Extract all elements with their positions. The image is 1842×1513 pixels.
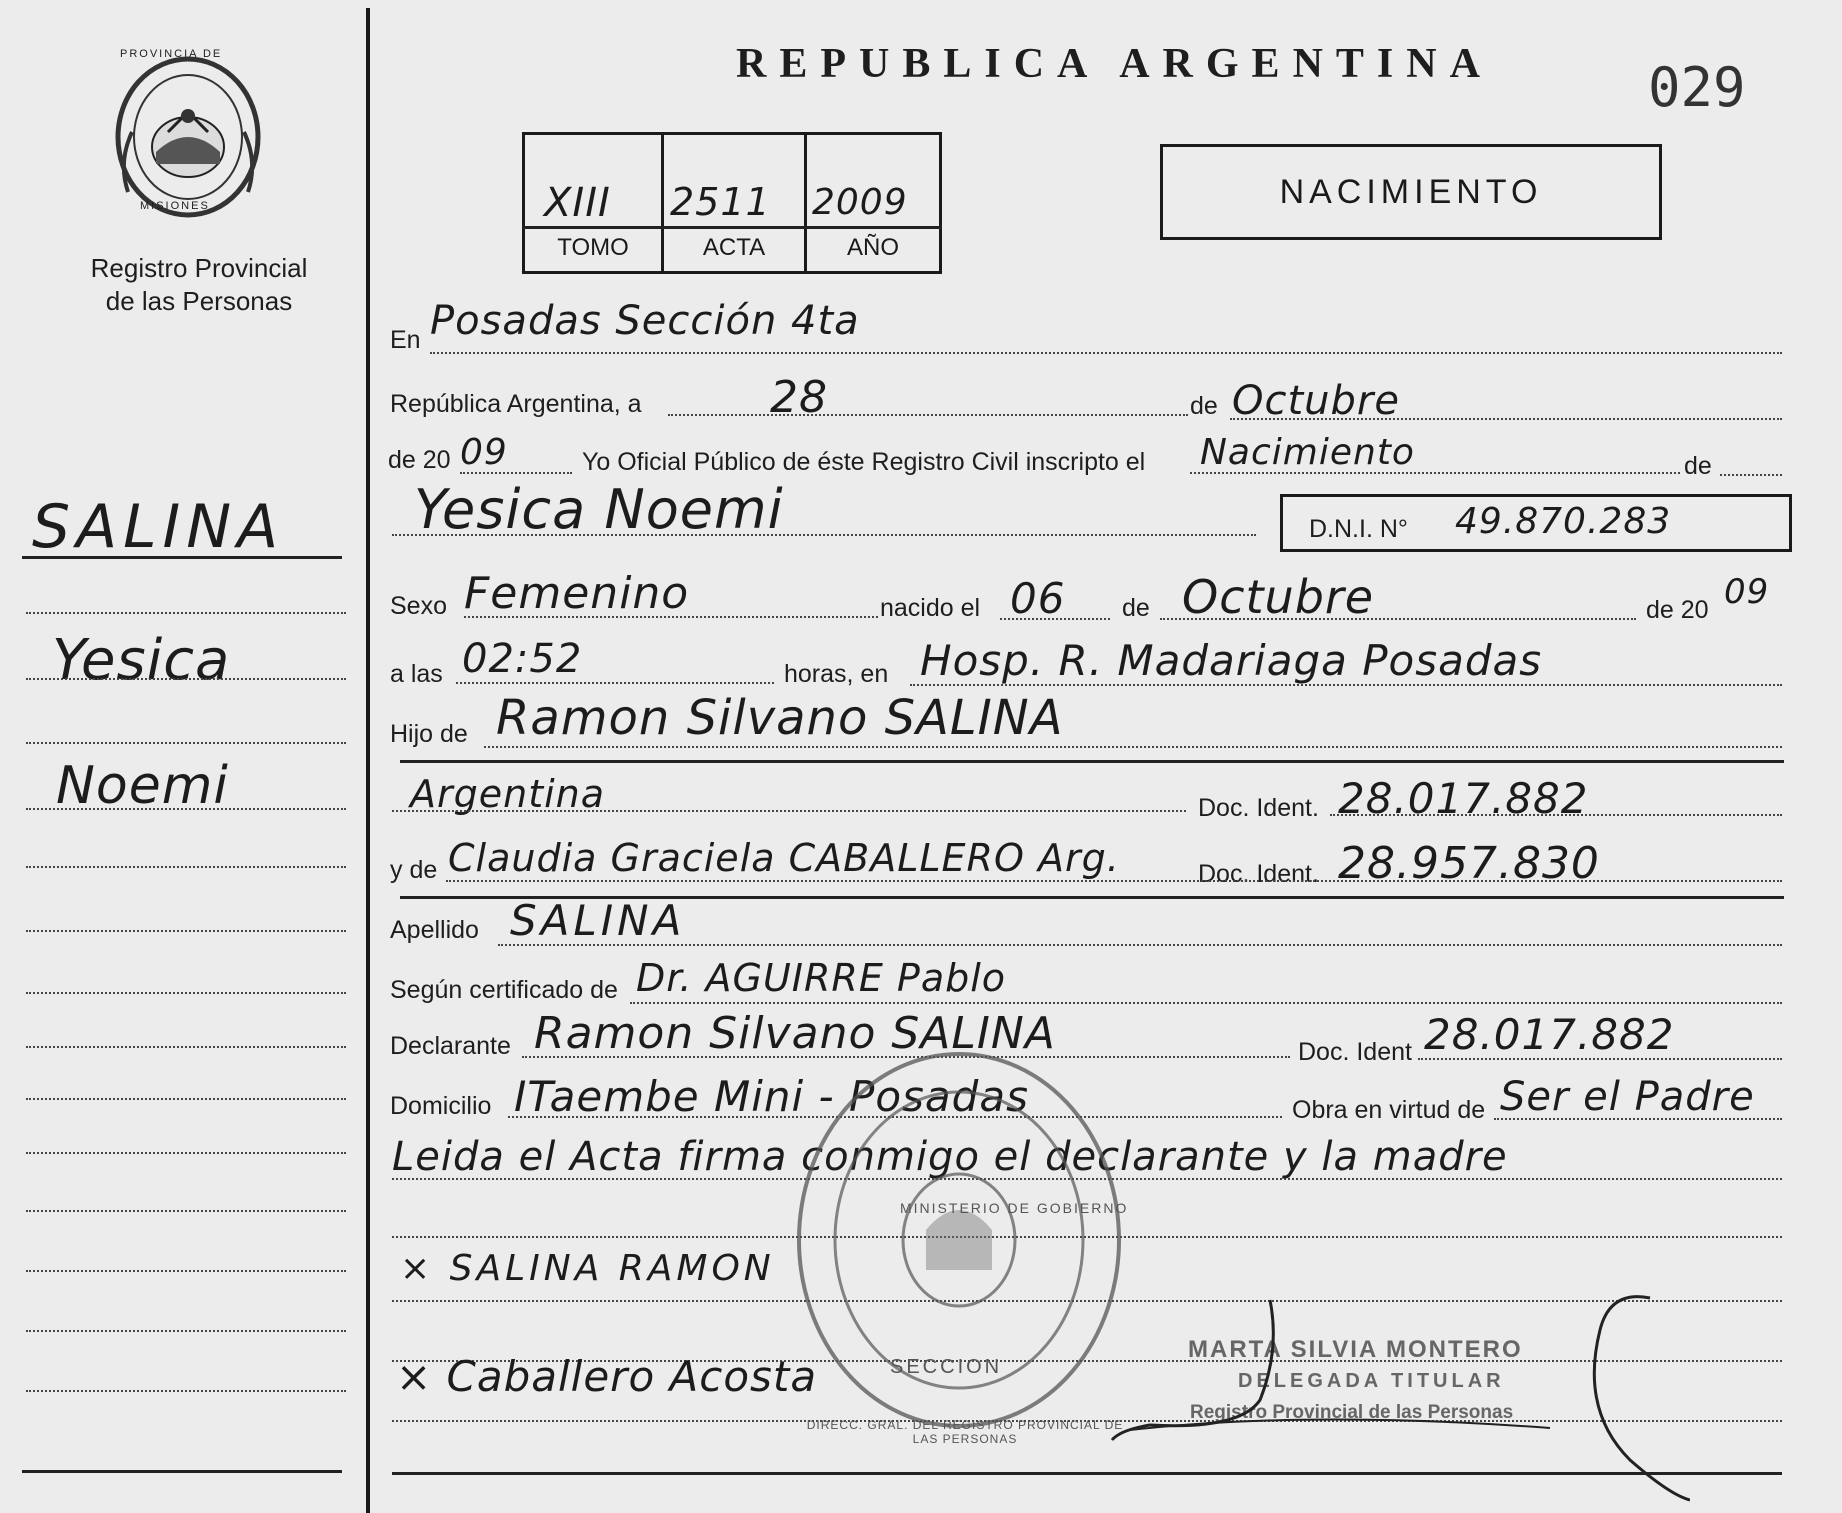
form-line xyxy=(400,760,1784,763)
birth-day: 06 xyxy=(1010,574,1066,623)
seal-ring-text: DIRECC. GRAL. DEL REGISTRO PROVINCIAL DE LAS PERSONAS xyxy=(806,1418,1124,1446)
de-label: de xyxy=(1190,392,1218,420)
margin-line xyxy=(26,1390,346,1392)
domicilio-value: ITaembe Mini - Posadas xyxy=(514,1072,1029,1121)
emblem-ring-bottom: MISIONES xyxy=(140,200,210,212)
horas-label: horas, en xyxy=(784,660,889,688)
official-title: DELEGADA TITULAR xyxy=(1238,1370,1505,1392)
form-line xyxy=(484,746,1782,748)
tomo-label: TOMO xyxy=(557,234,629,261)
official-name: MARTA SILVIA MONTERO xyxy=(1188,1336,1523,1363)
form-line xyxy=(1230,418,1782,420)
hijo-label: Hijo de xyxy=(390,720,468,748)
registry-line1: Registro Provincial xyxy=(90,253,308,283)
form-line xyxy=(498,944,1782,946)
form-line xyxy=(1160,618,1636,620)
doc-label: Doc. Ident. xyxy=(1198,860,1319,888)
margin-line xyxy=(26,866,346,868)
yde-label: y de xyxy=(390,856,438,884)
margin-line xyxy=(26,1330,346,1332)
father-doc: 28.017.882 xyxy=(1338,774,1589,823)
form-line xyxy=(460,472,572,474)
acta-value: 2511 xyxy=(670,180,771,224)
form-line xyxy=(1000,618,1110,620)
year-suffix: 09 xyxy=(460,432,508,473)
margin-second-name: Noemi xyxy=(56,756,229,816)
en-value: Posadas Sección 4ta xyxy=(430,298,860,344)
de-label: de xyxy=(1122,594,1150,622)
registry-line2: de las Personas xyxy=(105,286,293,316)
mother-name: Claudia Graciela CABALLERO Arg. xyxy=(448,836,1120,880)
republica-label: República Argentina, a xyxy=(390,390,642,418)
dni-box xyxy=(1280,494,1792,552)
place-value: Hosp. R. Madariaga Posadas xyxy=(920,636,1543,685)
birth-month: Octubre xyxy=(1182,570,1375,624)
alas-label: a las xyxy=(390,660,443,688)
de-label: de xyxy=(1684,452,1712,480)
dni-value: 49.870.283 xyxy=(1455,501,1672,542)
month-value: Octubre xyxy=(1232,378,1400,424)
official-office: Registro Provincial de las Personas xyxy=(1190,1402,1514,1423)
margin-line xyxy=(26,992,346,994)
form-line xyxy=(456,682,774,684)
declarante-doc: 28.017.882 xyxy=(1424,1010,1675,1059)
father-nationality: Argentina xyxy=(410,772,606,816)
reference-divider xyxy=(522,226,942,229)
margin-line xyxy=(26,1046,346,1048)
declarante-value: Ramon Silvano SALINA xyxy=(534,1008,1056,1059)
folio-number: 029 xyxy=(1648,56,1746,119)
time-value: 02:52 xyxy=(462,636,583,682)
acta-label: ACTA xyxy=(702,234,766,261)
seal-inner-text: MINISTERIO DE GOBIERNO xyxy=(900,1200,1129,1216)
tomo-value: XIII xyxy=(544,180,611,226)
form-line xyxy=(1418,1058,1782,1060)
form-line xyxy=(1190,472,1680,474)
en-label: En xyxy=(390,326,421,354)
signature-mother: × Caballero Acosta xyxy=(396,1352,818,1401)
domicilio-label: Domicilio xyxy=(390,1092,492,1120)
dni-label: D.N.I. N° xyxy=(1309,515,1408,543)
margin-line xyxy=(26,1098,346,1100)
margin-line xyxy=(26,612,346,614)
nacido-label: nacido el xyxy=(880,594,981,622)
form-line xyxy=(1494,1118,1782,1120)
form-line xyxy=(630,1002,1782,1004)
signature-father: × SALINA RAMON xyxy=(400,1248,775,1289)
form-line xyxy=(392,810,1186,812)
margin-line xyxy=(26,1270,346,1272)
birth-year-suffix: 09 xyxy=(1724,572,1770,612)
margin-line xyxy=(26,1152,346,1154)
closing-line: Leida el Acta firma conmigo el declarante y la madre xyxy=(392,1134,1508,1180)
form-line xyxy=(668,414,1188,416)
official-signature-icon xyxy=(1110,1290,1690,1510)
certificado-value: Dr. AGUIRRE Pablo xyxy=(636,956,1007,1000)
inscripto-value: Nacimiento xyxy=(1200,432,1415,473)
emblem-ring-top: PROVINCIA DE xyxy=(120,48,223,60)
sexo-value: Femenino xyxy=(464,568,690,619)
obra-value: Ser el Padre xyxy=(1500,1074,1755,1120)
margin-line xyxy=(26,930,346,932)
anio-label: AÑO xyxy=(846,234,899,261)
form-line xyxy=(910,684,1782,686)
sexo-label: Sexo xyxy=(390,592,447,620)
province-emblem-icon xyxy=(108,52,268,222)
oficial-label: Yo Oficial Público de éste Registro Civil inscripto el xyxy=(582,448,1146,476)
apellido-label: Apellido xyxy=(390,916,479,944)
child-name: Yesica Noemi xyxy=(414,478,784,541)
margin-line xyxy=(26,742,346,744)
form-line xyxy=(446,880,1782,882)
day-value: 28 xyxy=(770,372,828,423)
doc-ident-label: Doc. Ident xyxy=(1298,1038,1412,1066)
father-name: Ramon Silvano SALINA xyxy=(496,690,1064,746)
doc-label: Doc. Ident. xyxy=(1198,794,1319,822)
form-line xyxy=(1720,474,1782,476)
column-divider xyxy=(366,8,370,1513)
form-line xyxy=(1330,814,1782,816)
country-title: REPUBLICA ARGENTINA xyxy=(736,41,1493,87)
declarante-label: Declarante xyxy=(390,1032,511,1060)
anio-value: 2009 xyxy=(812,182,908,223)
doc-type: NACIMIENTO xyxy=(1279,173,1543,211)
certificado-label: Según certificado de xyxy=(390,976,618,1004)
margin-line xyxy=(22,556,342,559)
margin-line xyxy=(22,1470,342,1473)
margin-first-name: Yesica xyxy=(52,628,231,693)
obra-label: Obra en virtud de xyxy=(1292,1096,1486,1124)
year-prefix: de 20 xyxy=(388,446,451,474)
form-line xyxy=(464,616,878,618)
mother-doc: 28.957.830 xyxy=(1338,838,1600,889)
margin-line xyxy=(26,678,346,680)
form-line xyxy=(430,352,1782,354)
margin-line xyxy=(26,808,346,810)
margin-line xyxy=(26,1210,346,1212)
doc-type-box xyxy=(1160,144,1662,240)
form-line xyxy=(392,534,1256,536)
official-seal-icon xyxy=(786,1040,1132,1440)
apellido-value: SALINA xyxy=(510,896,686,945)
seal-bottom-text: SECCION xyxy=(890,1356,1003,1378)
margin-surname: SALINA xyxy=(32,492,285,562)
birth-year-prefix: de 20 xyxy=(1646,596,1709,624)
registry-name xyxy=(40,252,358,318)
